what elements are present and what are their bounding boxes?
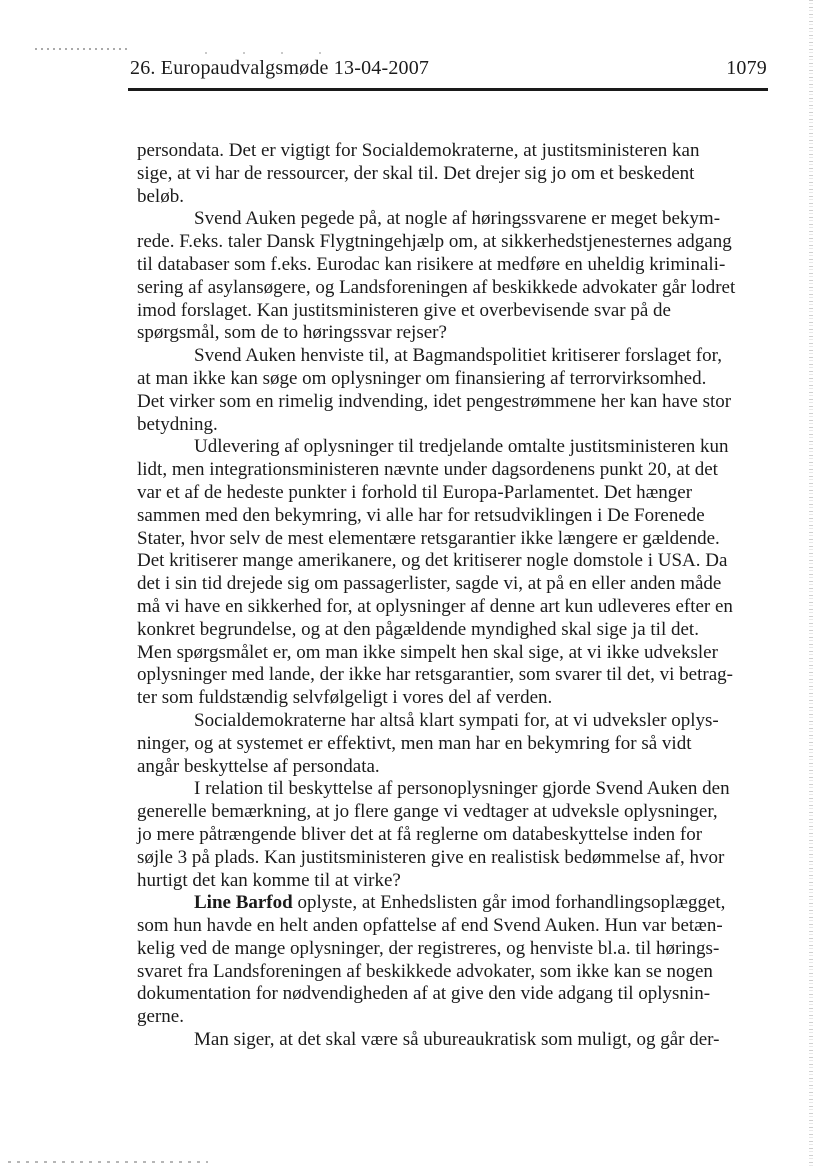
text-line: betydning.: [137, 413, 218, 435]
text-line: sige, at vi har de ressourcer, der skal til. Det drejer sig jo om et beskedent: [137, 162, 695, 184]
text-line: Stater, hvor selv de mest elementære retsgarantier ikke længere er gældende.: [137, 527, 720, 549]
text-line: til databaser som f.eks. Eurodac kan risikere at medføre en uheldig kriminali-: [137, 253, 726, 275]
text-line: at man ikke kan søge om oplysninger om finansiering af terrorvirksomhed.: [137, 367, 707, 389]
text-line: jo mere påtrængende bliver det at få reglerne om databeskyttelse inden for: [137, 823, 703, 845]
document-body: [137, 140, 782, 1052]
text-line: imod forslaget. Kan justitsministeren give et overbevisende svar på de: [137, 299, 671, 321]
scan-noise-right-edge: [809, 0, 813, 1167]
header-rule: [128, 88, 768, 91]
text-line: det i sin tid drejede sig om passagerlister, sagde vi, at på en eller anden måde: [137, 573, 722, 595]
speaker-name: Line Barfod: [194, 892, 293, 914]
text-line: ninger, og at systemet er effektivt, men man har en bekymring for så vidt: [137, 732, 692, 754]
text-line: rede. F.eks. taler Dansk Flygtningehjælp om, at sikkerhedstjenesternes adgang: [137, 231, 732, 253]
scan-noise-bottom-left: [8, 1161, 208, 1163]
text-line: konkret begrundelse, og at den pågældende myndighed skal sige ja til det.: [137, 618, 699, 640]
text-line: ter som fuldstændig selvfølgeligt i vores del af verden.: [137, 687, 553, 709]
text-line: må vi have en sikkerhed for, at oplysninger af denne art kun udleveres efter en: [137, 595, 733, 617]
text-line: oplysninger med lande, der ikke har retsgarantier, som svarer til det, vi betrag-: [137, 664, 733, 686]
text-line: Svend Auken henviste til, at Bagmandspolitiet kritiserer forslaget for,: [194, 345, 722, 367]
text-line: søjle 3 på plads. Kan justitsministeren give en realistisk bedømmelse af, hvor: [137, 846, 725, 868]
text-line: Udlevering af oplysninger til tredjelande omtalte justitsministeren kun: [194, 436, 729, 458]
text-line: lidt, men integrationsministeren nævnte under dagsordenens punkt 20, at det: [137, 459, 718, 481]
text-line: Line Barfod oplyste, at Enhedslisten går imod forhandlingsoplægget,: [194, 892, 726, 914]
text-line: persondata. Det er vigtigt for Socialdemokraterne, at justitsministeren kan: [137, 140, 700, 161]
text-line: Men spørgsmålet er, om man ikke simpelt hen skal sige, at vi ikke udveksler: [137, 641, 718, 663]
text-line: Socialdemokraterne har altså klart sympati for, at vi udveksler oplys-: [194, 709, 719, 731]
text-line: beløb.: [137, 185, 184, 207]
scan-noise-top-left: [35, 48, 130, 50]
text-line: gerne.: [137, 1006, 184, 1028]
text-line: spørgsmål, som de to høringssvar rejser?: [137, 322, 447, 344]
text-line: Svend Auken pegede på, at nogle af høringssvarene er meget bekym-: [194, 208, 721, 230]
text-line: Det virker som en rimelig indvending, idet pengestrømmene her kan have stor: [137, 390, 732, 412]
text-line: Man siger, at det skal være så ubureaukratisk som muligt, og går der-: [194, 1029, 720, 1051]
text-line: angår beskyttelse af persondata.: [137, 755, 380, 777]
header-title: 26. Europaudvalgsmøde 13-04-2007: [130, 57, 430, 79]
text-line: som hun havde en helt anden opfattelse af end Svend Auken. Hun var betæn-: [137, 915, 723, 937]
text-line: sammen med den bekymring, vi alle har for retsudviklingen i De Forenede: [137, 504, 705, 526]
text-line: generelle bemærkning, at jo flere gange vi vedtager at udveksle oplysninger,: [137, 801, 718, 823]
text-line: dokumentation for nødvendigheden af at give den vide adgang til oplysnin-: [137, 983, 711, 1005]
text-line: kelig ved de mange oplysninger, der registreres, og henviste bl.a. til hørings-: [137, 937, 720, 959]
text-line: I relation til beskyttelse af personoplysninger gjorde Svend Auken den: [194, 778, 730, 800]
text-line: svaret fra Landsforeningen af beskikkede advokater, som ikke kan se nogen: [137, 960, 713, 982]
header-page-number: 1079: [726, 57, 767, 79]
scan-noise-top-mid: [205, 52, 355, 54]
page-header: [130, 57, 767, 80]
text-line: hurtigt det kan komme til at virke?: [137, 869, 401, 891]
text-line: Det kritiserer mange amerikanere, og det kritiserer nogle domstole i USA. Da: [137, 550, 728, 572]
text-line: var et af de hedeste punkter i forhold til Europa-Parlamentet. Det hænger: [137, 481, 693, 503]
text-line: sering af asylansøgere, og Landsforeningen af beskikkede advokater går lodret: [137, 276, 736, 298]
